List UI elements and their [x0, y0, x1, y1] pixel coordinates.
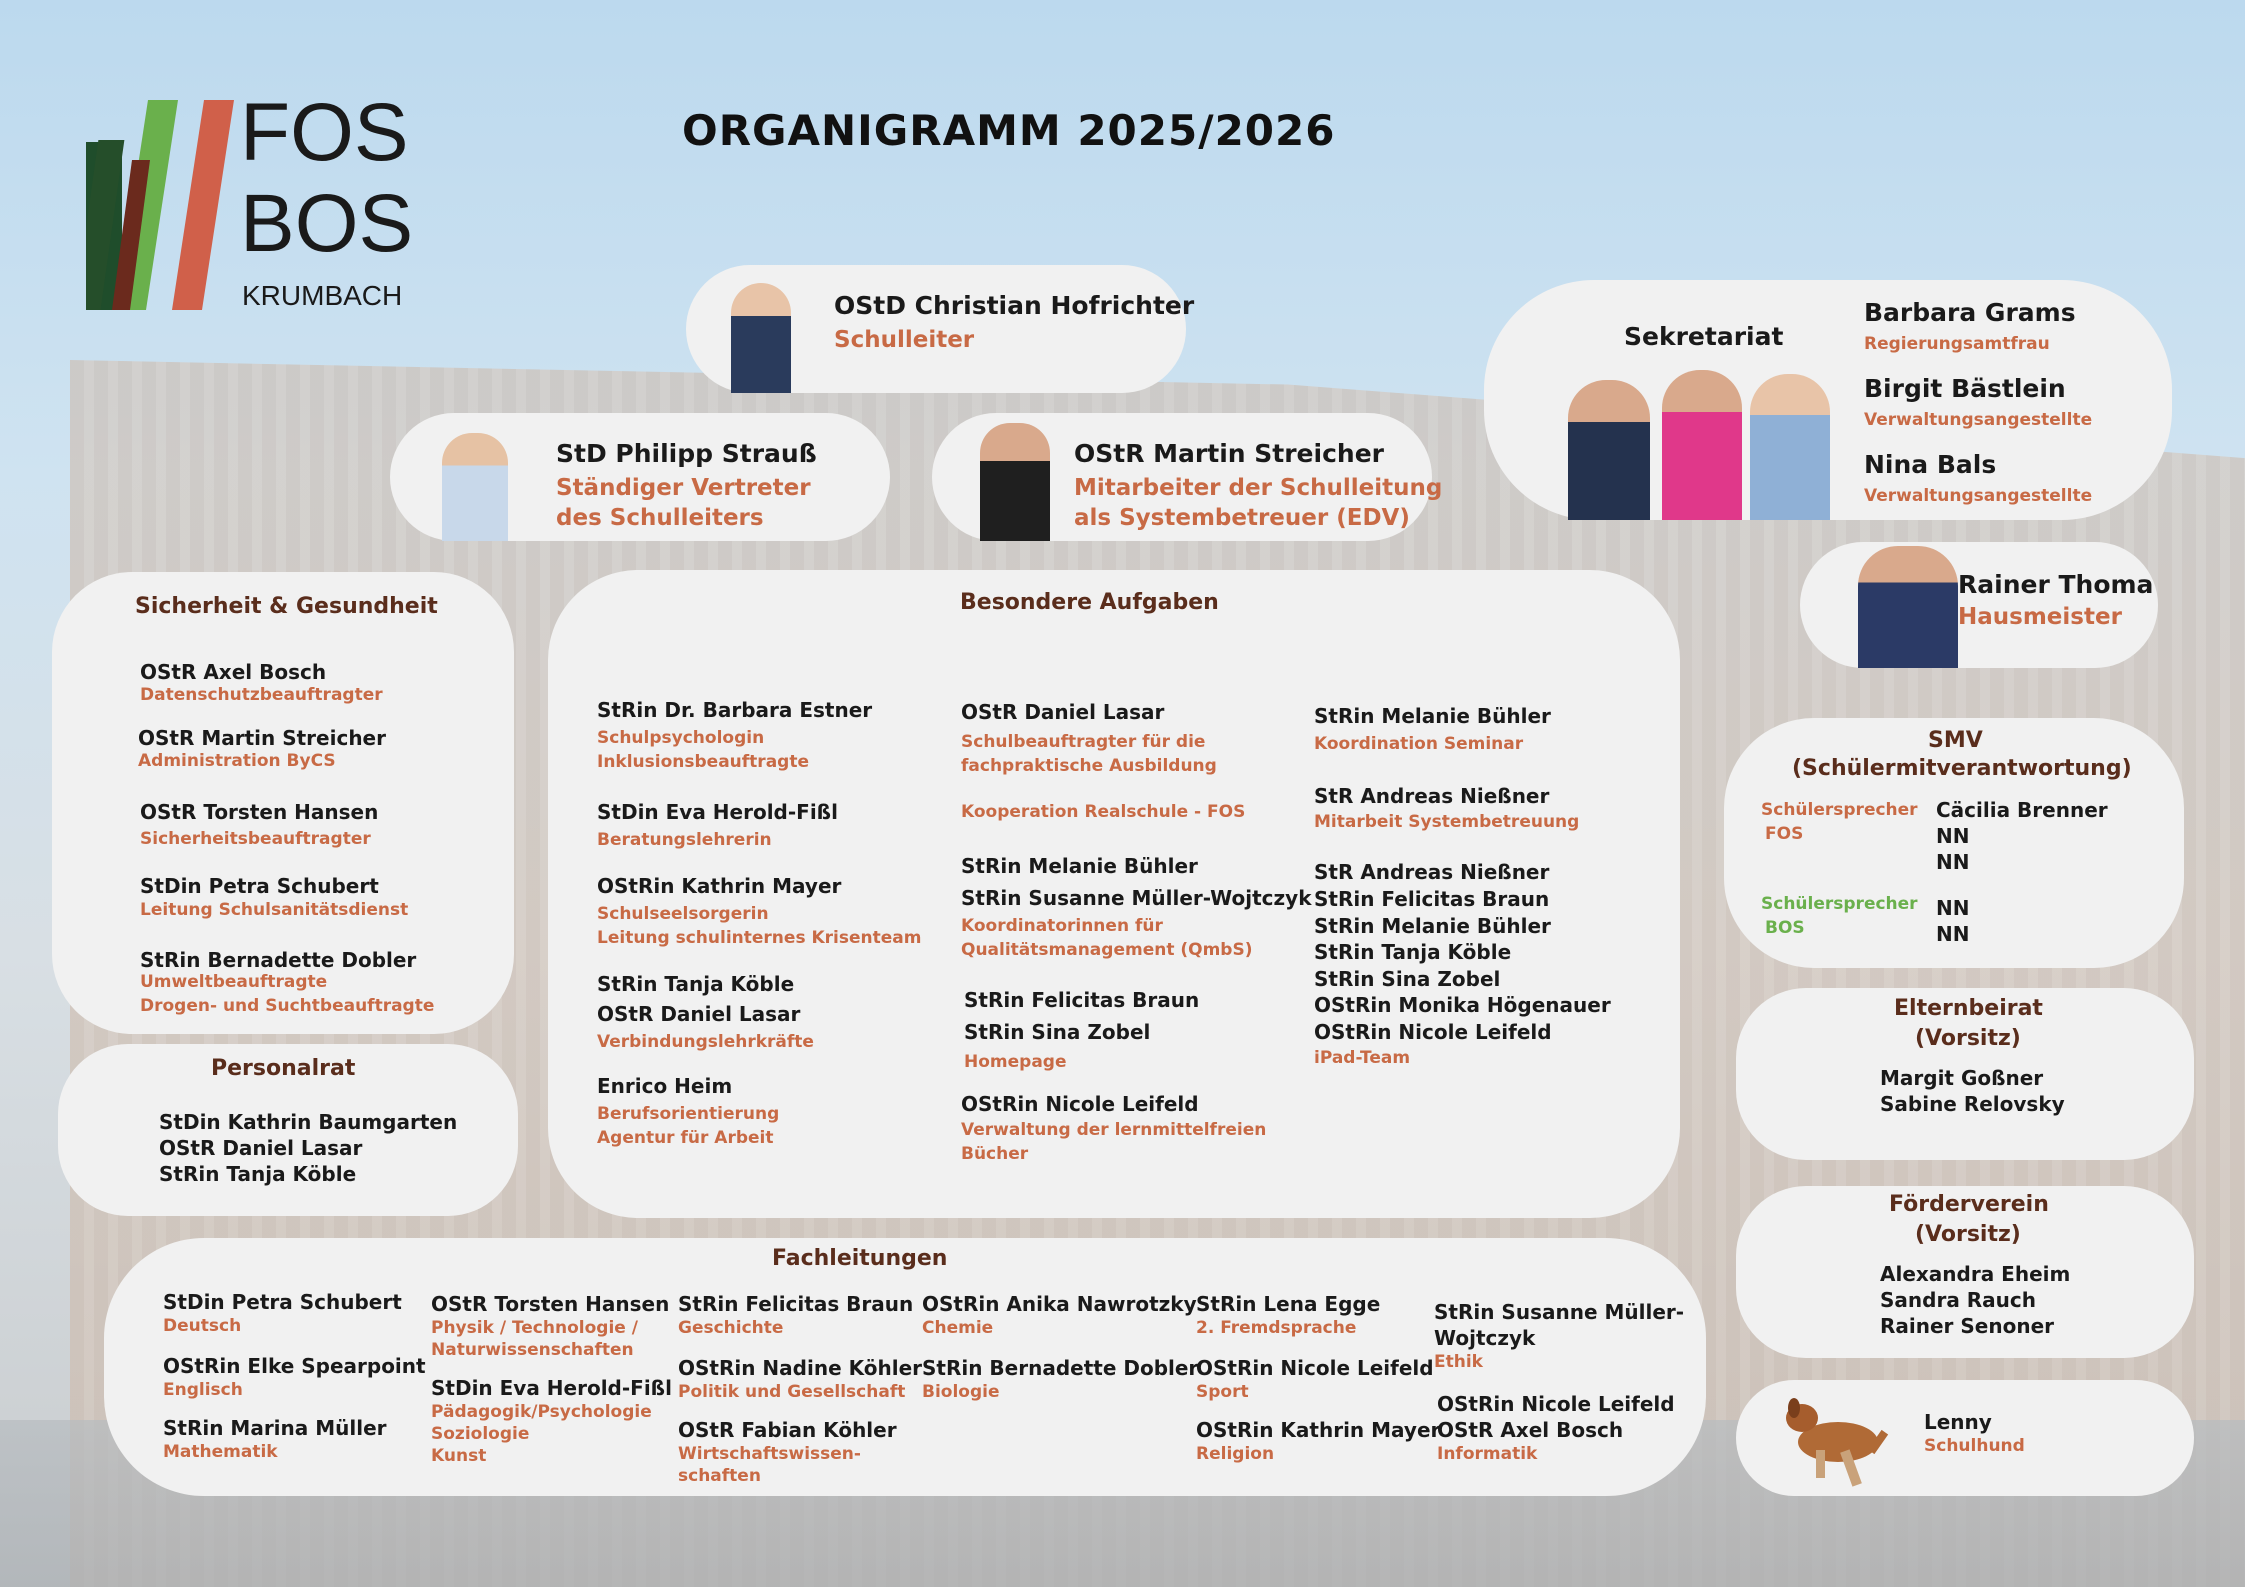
besondere-name: StR Andreas Nießner	[1314, 784, 1550, 808]
fach-name: StRin Marina Müller	[163, 1416, 387, 1440]
besondere-role: iPad-Team	[1314, 1048, 1411, 1068]
sicherheit-name: OStR Martin Streicher	[138, 726, 386, 750]
fach-name: OStRin Nicole Leifeld	[1437, 1392, 1675, 1416]
personalrat-member: OStR Daniel Lasar	[159, 1136, 363, 1160]
fach-name: StDin Eva Herold-Fißl	[431, 1376, 672, 1400]
sicherheit-role: Datenschutzbeauftragter	[140, 685, 383, 705]
sicherheit-role: Umweltbeauftragte	[140, 972, 328, 992]
fach-subject: Sport	[1196, 1382, 1249, 1402]
person-photo	[442, 433, 508, 541]
sekretariat-name-1: Barbara Grams	[1864, 298, 2076, 327]
fach-subject: Biologie	[922, 1382, 1000, 1402]
logo-krumbach: KRUMBACH	[242, 280, 403, 311]
smv-bos-name: NN	[1936, 896, 1970, 920]
fach-name: OStRin Nicole Leifeld	[1196, 1356, 1434, 1380]
besondere-role: Bücher	[961, 1144, 1029, 1164]
fach-name: OStRin Anika Nawrotzky	[922, 1292, 1197, 1316]
mitarbeiter-name: OStR Martin Streicher	[1074, 439, 1384, 468]
foerderverein-name: Alexandra Eheim	[1880, 1262, 2071, 1286]
fach-subject: Politik und Gesellschaft	[678, 1382, 906, 1402]
vertreter-role-2: des Schulleiters	[556, 505, 764, 531]
besondere-role: Schulbeauftragter für die	[961, 732, 1206, 752]
schulhund-role: Schulhund	[1924, 1436, 2025, 1456]
smv-fos-label: FOS	[1765, 824, 1804, 844]
sicherheit-name: StDin Petra Schubert	[140, 874, 379, 898]
hausmeister-name: Rainer Thoma	[1958, 570, 2154, 599]
hausmeister-card	[1800, 542, 2158, 668]
smv-bos-label: Schülersprecher	[1761, 894, 1918, 914]
sicherheit-role: Sicherheitsbeauftragter	[140, 829, 371, 849]
smv-fos-label: Schülersprecher	[1761, 800, 1918, 820]
besondere-name: StRin Susanne Müller-Wojtczyk	[961, 886, 1312, 910]
sicherheit-name: OStR Torsten Hansen	[140, 800, 379, 824]
sicherheit-name: StRin Bernadette Dobler	[140, 948, 417, 972]
besondere-name: StRin Tanja Köble	[597, 972, 795, 996]
besondere-role: Homepage	[964, 1052, 1067, 1072]
vertreter-card	[390, 413, 890, 541]
hausmeister-role: Hausmeister	[1958, 604, 2122, 630]
elternbeirat-heading: Elternbeirat	[1894, 996, 2043, 1021]
besondere-name: OStR Daniel Lasar	[961, 700, 1165, 724]
besondere-role: Verbindungslehrkräfte	[597, 1032, 814, 1052]
fach-subject: Mathematik	[163, 1442, 278, 1462]
besondere-role: Beratungslehrerin	[597, 830, 772, 850]
sekretariat-label: Sekretariat	[1624, 322, 1784, 351]
person-photo	[1568, 380, 1650, 520]
fach-name: StDin Petra Schubert	[163, 1290, 402, 1314]
besondere-role: Schulseelsorgerin	[597, 904, 769, 924]
foerderverein-heading: Förderverein	[1889, 1192, 2049, 1217]
ipad-team-member: StRin Tanja Köble	[1314, 940, 1512, 964]
smv-card	[1724, 718, 2184, 968]
sicherheit-role: Drogen- und Suchtbeauftragte	[140, 996, 435, 1016]
person-photo	[980, 423, 1050, 541]
logo-stripes-icon	[86, 100, 236, 310]
besondere-name: StDin Eva Herold-Fißl	[597, 800, 838, 824]
fach-subject: Wirtschaftswissen-	[678, 1444, 861, 1464]
mitarbeiter-role-1: Mitarbeiter der Schulleitung	[1074, 475, 1443, 501]
fach-subject: Geschichte	[678, 1318, 784, 1338]
fach-subject: Physik / Technologie /	[431, 1318, 638, 1338]
sicherheit-name: OStR Axel Bosch	[140, 660, 327, 684]
besondere-heading: Besondere Aufgaben	[960, 590, 1219, 615]
besondere-name: StRin Felicitas Braun	[964, 988, 1200, 1012]
vertreter-role-1: Ständiger Vertreter	[556, 475, 811, 501]
elternbeirat-name: Sabine Relovsky	[1880, 1092, 2065, 1116]
logo-fos: FOS	[240, 87, 409, 178]
schulhund-card	[1736, 1380, 2194, 1496]
fachleitungen-card	[104, 1238, 1706, 1496]
smv-heading: SMV	[1928, 728, 1983, 753]
smv-bos-label: BOS	[1765, 918, 1805, 938]
sekretariat-card	[1484, 280, 2172, 520]
sekretariat-name-3: Nina Bals	[1864, 450, 1997, 479]
sicherheit-heading: Sicherheit & Gesundheit	[135, 594, 438, 619]
logo-bos: BOS	[240, 178, 414, 269]
fach-name: OStRin Kathrin Mayer	[1196, 1418, 1441, 1442]
elternbeirat-card	[1736, 988, 2194, 1160]
besondere-role: Qualitätsmanagement (QmbS)	[961, 940, 1253, 960]
vertreter-name: StD Philipp Strauß	[556, 439, 817, 468]
elternbeirat-subheading: (Vorsitz)	[1915, 1026, 2021, 1051]
besondere-role: Schulpsychologin	[597, 728, 765, 748]
sicherheit-role: Leitung Schulsanitätsdienst	[140, 900, 409, 920]
fach-name: StRin Lena Egge	[1196, 1292, 1381, 1316]
besondere-name: OStR Daniel Lasar	[597, 1002, 801, 1026]
schulhund-name: Lenny	[1924, 1410, 1992, 1434]
fach-subject: Englisch	[163, 1380, 243, 1400]
fachleitungen-heading: Fachleitungen	[772, 1246, 948, 1271]
elternbeirat-name: Margit Goßner	[1880, 1066, 2044, 1090]
besondere-name: OStRin Nicole Leifeld	[961, 1092, 1199, 1116]
sekretariat-role-2: Verwaltungsangestellte	[1864, 410, 2093, 430]
foerderverein-subheading: (Vorsitz)	[1915, 1222, 2021, 1247]
sicherheit-role: Administration ByCS	[138, 751, 336, 771]
ipad-team-member: StRin Sina Zobel	[1314, 967, 1501, 991]
fach-name: OStRin Elke Spearpoint	[163, 1354, 426, 1378]
ipad-team-member: OStRin Nicole Leifeld	[1314, 1020, 1552, 1044]
besondere-role: fachpraktische Ausbildung	[961, 756, 1217, 776]
fach-subject: Chemie	[922, 1318, 994, 1338]
fach-name: StRin Susanne Müller-	[1434, 1300, 1685, 1324]
besondere-role: Verwaltung der lernmittelfreien	[961, 1120, 1267, 1140]
foerderverein-name: Rainer Senoner	[1880, 1314, 2054, 1338]
besondere-name: Enrico Heim	[597, 1074, 733, 1098]
besondere-name: StRin Sina Zobel	[964, 1020, 1151, 1044]
mitarbeiter-card	[932, 413, 1443, 541]
ipad-team-member: OStRin Monika Högenauer	[1314, 993, 1611, 1017]
fach-subject: Pädagogik/Psychologie	[431, 1402, 652, 1422]
besondere-role: Agentur für Arbeit	[597, 1128, 774, 1148]
fach-name: OStR Torsten Hansen	[431, 1292, 670, 1316]
besondere-role: Kooperation Realschule - FOS	[961, 802, 1246, 822]
fach-subject: Informatik	[1437, 1444, 1538, 1464]
personalrat-heading: Personalrat	[211, 1056, 356, 1081]
fach-subject: Naturwissenschaften	[431, 1340, 634, 1360]
besondere-role: Inklusionsbeauftragte	[597, 752, 809, 772]
personalrat-card	[58, 1044, 518, 1216]
sicherheit-card	[52, 572, 514, 1034]
besondere-role: Mitarbeit Systembetreuung	[1314, 812, 1580, 832]
fach-name: OStRin Nadine Köhler	[678, 1356, 923, 1380]
fach-subject: Soziologie	[431, 1424, 530, 1444]
besondere-card	[548, 570, 1680, 1218]
fach-subject: schaften	[678, 1466, 761, 1486]
foerderverein-card	[1736, 1186, 2194, 1358]
fach-name: StRin Felicitas Braun	[678, 1292, 914, 1316]
fach-subject: Deutsch	[163, 1316, 242, 1336]
besondere-role: Koordination Seminar	[1314, 734, 1524, 754]
personalrat-member: StRin Tanja Köble	[159, 1162, 357, 1186]
ipad-team-member: StR Andreas Nießner	[1314, 860, 1550, 884]
schulleiter-card	[686, 265, 1195, 393]
fach-subject: Religion	[1196, 1444, 1275, 1464]
dog-icon	[1776, 1384, 1896, 1494]
foerderverein-name: Sandra Rauch	[1880, 1288, 2037, 1312]
smv-subheading: (Schülermitverantwortung)	[1792, 756, 2132, 781]
mitarbeiter-role-2: als Systembetreuer (EDV)	[1074, 505, 1410, 531]
besondere-role: Leitung schulinternes Krisenteam	[597, 928, 922, 948]
fach-subject: Kunst	[431, 1446, 487, 1466]
sekretariat-name-2: Birgit Bästlein	[1864, 374, 2066, 403]
besondere-name: StRin Melanie Bühler	[1314, 704, 1551, 728]
person-photo	[731, 283, 791, 393]
page-title: ORGANIGRAMM 2025/2026	[682, 106, 1336, 155]
smv-fos-name: NN	[1936, 850, 1970, 874]
personalrat-member: StDin Kathrin Baumgarten	[159, 1110, 458, 1134]
besondere-role: Koordinatorinnen für	[961, 916, 1163, 936]
smv-bos-name: NN	[1936, 922, 1970, 946]
person-photo	[1750, 374, 1830, 520]
person-photo	[1662, 370, 1742, 520]
schulleiter-role: Schulleiter	[834, 327, 975, 353]
fach-subject: Ethik	[1434, 1352, 1483, 1372]
fach-name: Wojtczyk	[1434, 1326, 1536, 1350]
ipad-team-member: StRin Melanie Bühler	[1314, 914, 1551, 938]
besondere-role: Berufsorientierung	[597, 1104, 780, 1124]
sekretariat-role-1: Regierungsamtfrau	[1864, 334, 2050, 354]
smv-fos-name: Cäcilia Brenner	[1936, 798, 2108, 822]
fach-name: StRin Bernadette Dobler	[922, 1356, 1199, 1380]
fach-name: OStR Axel Bosch	[1437, 1418, 1624, 1442]
besondere-name: StRin Melanie Bühler	[961, 854, 1198, 878]
smv-fos-name: NN	[1936, 824, 1970, 848]
fach-subject: 2. Fremdsprache	[1196, 1318, 1357, 1338]
schulleiter-name: OStD Christian Hofrichter	[834, 291, 1195, 320]
ipad-team-member: StRin Felicitas Braun	[1314, 887, 1550, 911]
person-photo	[1858, 546, 1958, 668]
fach-name: OStR Fabian Köhler	[678, 1418, 897, 1442]
besondere-name: OStRin Kathrin Mayer	[597, 874, 842, 898]
sekretariat-role-3: Verwaltungsangestellte	[1864, 486, 2093, 506]
besondere-name: StRin Dr. Barbara Estner	[597, 698, 873, 722]
